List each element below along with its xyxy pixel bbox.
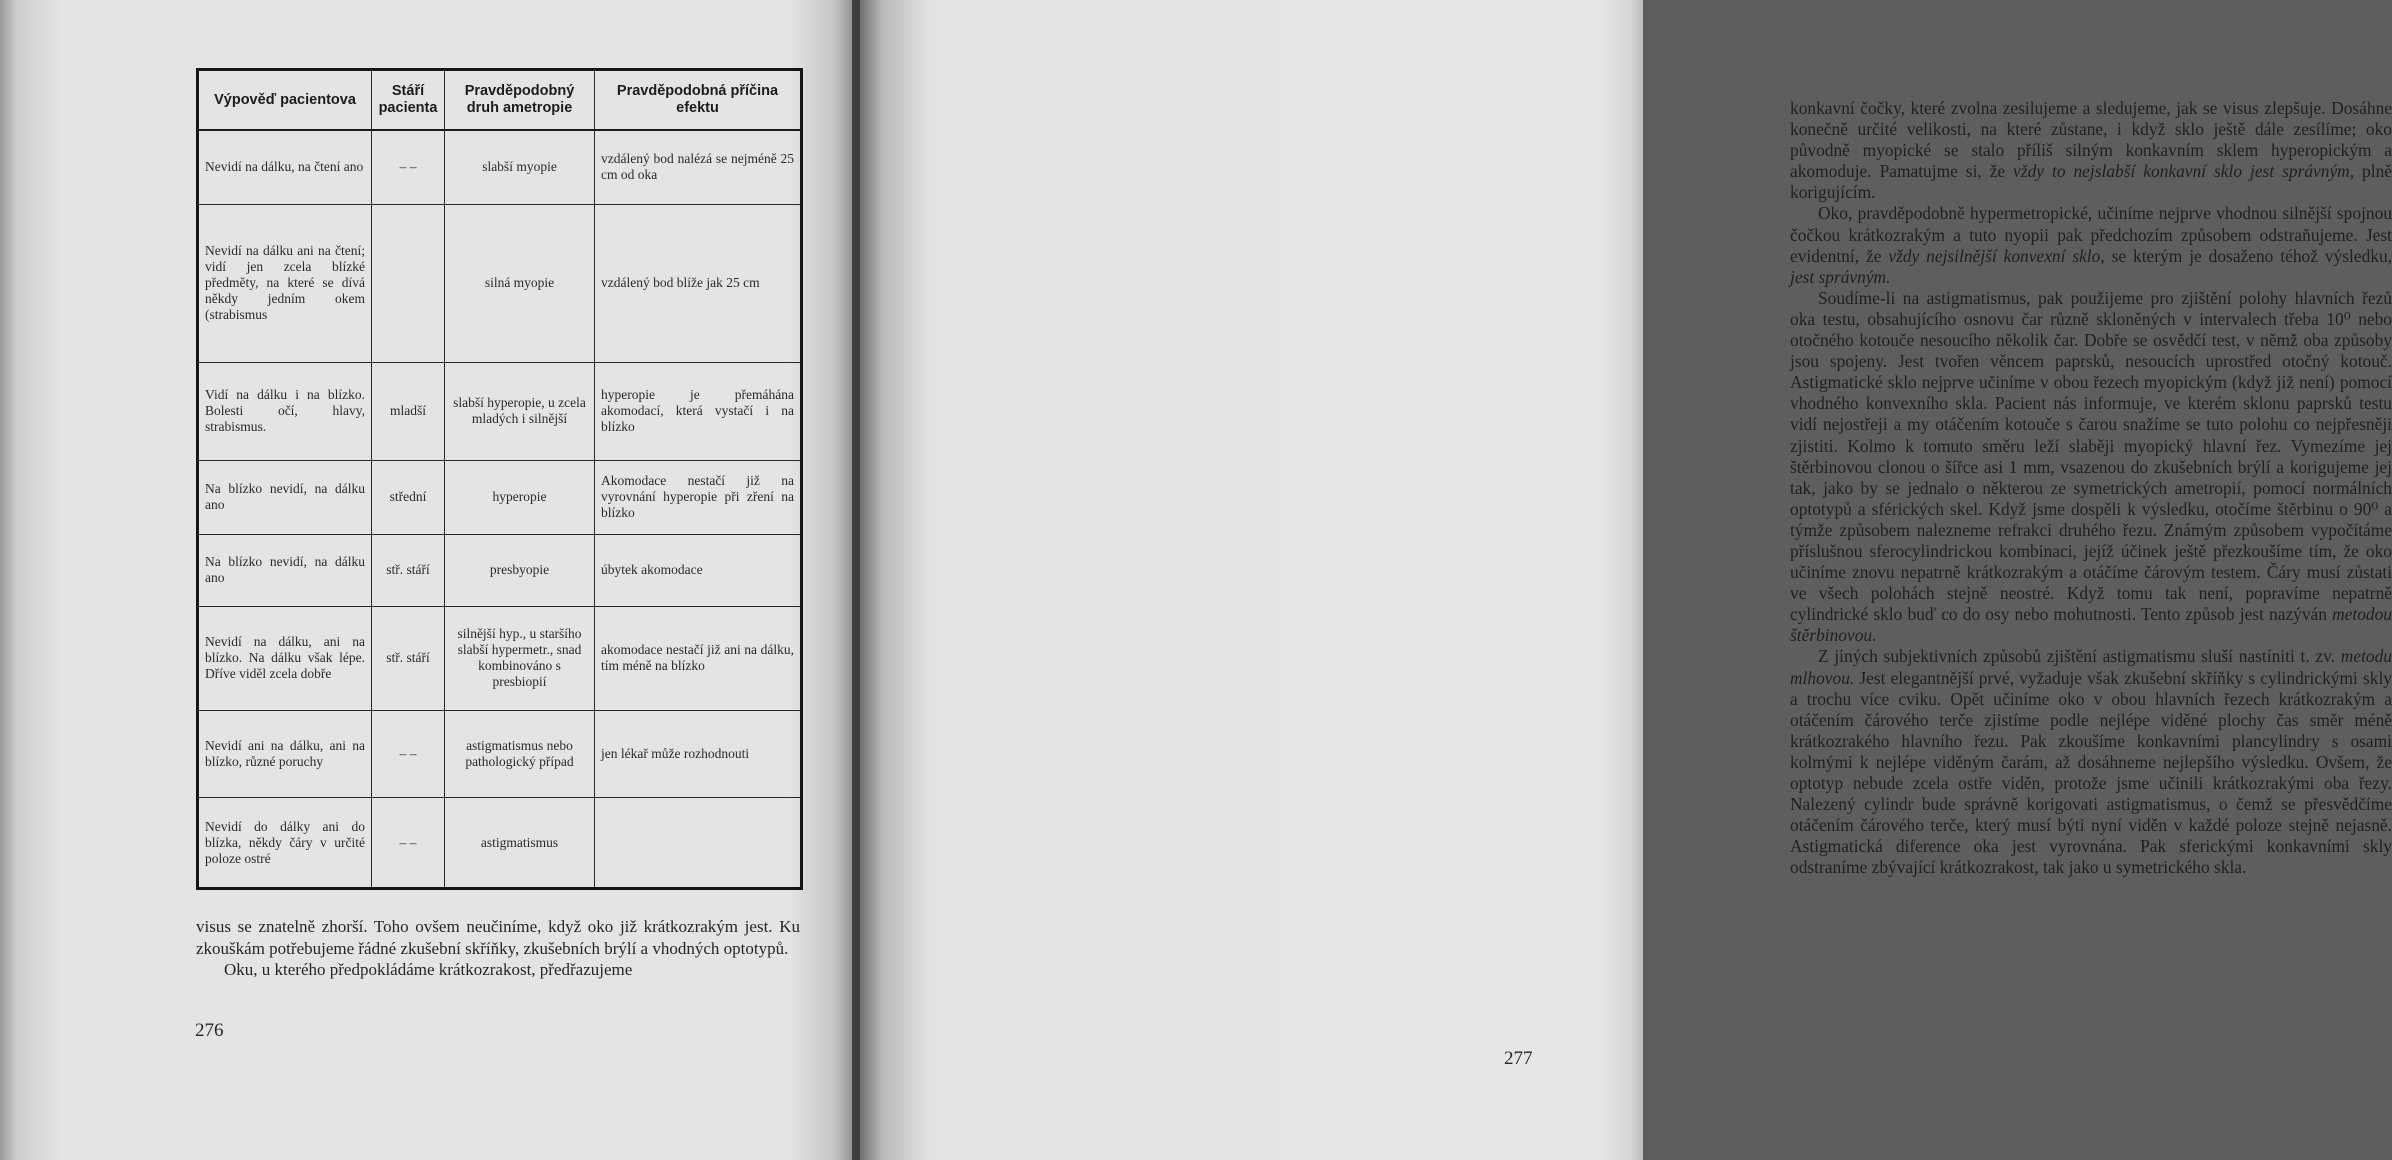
cell-cause: vzdálený bod nalézá se nejméně 25 cm od oka xyxy=(595,130,802,204)
text-run: Z jiných subjektivních způsobů zjištění astigmatismu sluší nastíniti t. zv. xyxy=(1818,646,2341,667)
right-body-text xyxy=(1790,98,2392,878)
cell-statement: Na blízko nevidí, na dálku ano xyxy=(198,460,372,534)
cell-statement: Nevidí ani na dálku, ani na blízko, různé poruchy xyxy=(198,711,372,798)
cell-age xyxy=(372,204,445,362)
cell-cause xyxy=(595,798,802,889)
text-run: konkavní čočky, které zvolna zesilujeme a sledujeme, jak se visus zlepšuje. Dosáhne konečně určité velikosti, na které zůstane, i když sklo ještě dále zesílíme; oko původně myopické se stalo příliš silným konkavním sklem hyperopickým a akomoduje. Pamatujme si, že xyxy=(1790,98,2392,182)
cell-statement: Vidí na dálku i na blízko. Bolesti očí, hlavy, strabismus. xyxy=(198,362,372,460)
cell-ametropia: silnější hyp., u staršího slabší hypermetr., snad kombinováno s presbiopií xyxy=(445,606,595,711)
emphasis-run: vždy nejsilnější konvexní sklo, xyxy=(1888,245,2105,266)
cell-cause: Akomodace nestačí již na vyrovnání hyperopie při zření na blízko xyxy=(595,460,802,534)
table-row xyxy=(198,711,802,798)
table-row xyxy=(198,204,802,362)
emphasis-run: vždy to nejslabší konkavní sklo jest správným, xyxy=(2013,161,2355,182)
table-row xyxy=(198,460,802,534)
left-page xyxy=(0,0,860,1160)
text-run: Soudíme-li na astigmatismus, pak použijeme pro zjištění polohy hlavních řezů oka testu, obsahujícího osnovu čar různě skloněných v intervalech třeba 10⁰ nebo otočného kotouče nesoucího několik čar. Dobře se osvědčí test, v němž oba způsoby jsou spojeny. Jest tvořen věncem paprsků, nesoucích uprostřed otočný kotouč. Astigmatické sklo nejprve učiníme v obou řezech myopickým (když již není) pomocí vhodného konvexního skla. Pacient nás informuje, ve kterém sklonu paprsků testu vidí nejostřeji a my otáčením kotouče s čarou snažíme se tuto polohu co nejpřesněji zjistiti. Kolmo k tomuto směru leží slaběji myopický hlavní řez. Vymezíme jej štěrbinovou clonou o šířce asi 1 mm, vsazenou do zkušebních brýlí a korigujeme jej tak, jako by se jednalo o některou ze symetrických ametropií, pomocí normálních optotypů a sférických skel. Když jsme dospěli k výsledku, otočíme štěrbinu o 90⁰ a týmže způsobem nalezneme refrakci druhého řezu. Známým způsobem vypočítáme příslušnou sferocylindrickou kombinaci, jejíž účinek ještě přezkoušíme tím, že oko učiníme znovu nepatrně krátkozrakým a otáčíme čárovým testem. Čáry musí zůstati ve všech polohách stejně neostré. Když tomu tak není, popravíme nepatrně cylindrické sklo buď co do osy nebo mohutnosti. Tento způsob jest nazýván xyxy=(1790,287,2392,625)
emphasis-run: jest správným. xyxy=(1790,266,1891,287)
cell-age: mladší xyxy=(372,362,445,460)
emphasis-run: metodou štěrbinovou. xyxy=(1790,604,2392,646)
cell-statement: Nevidí na dálku ani na čtení; vidí jen zcela blízké předměty, na které se dívá někdy jedním okem (strabismus xyxy=(198,204,372,362)
table-row xyxy=(198,130,802,204)
cell-cause: jen lékař může rozhodnouti xyxy=(595,711,802,798)
cell-ametropia: presbyopie xyxy=(445,534,595,606)
left-body-text xyxy=(196,916,800,981)
cell-cause: akomodace nestačí již ani na dálku, tím méně na blízko xyxy=(595,606,802,711)
page-number-right: 277 xyxy=(1504,1048,1533,1069)
cell-ametropia: slabší hyperopie, u zcela mladých i silnější xyxy=(445,362,595,460)
right-paragraph-3 xyxy=(1790,288,2392,647)
table-row xyxy=(198,362,802,460)
text-run: Oko, pravděpodobně hypermetropické, učiníme nejprve vhodnou silnější spojnou čočkou krátkozrakým a tuto nyopii pak předchozím způsobem odstraňujeme. Jest evidentní, že xyxy=(1790,203,2392,266)
cell-statement: Nevidí na dálku, ani na blízko. Na dálku však lépe. Dříve viděl zcela dobře xyxy=(198,606,372,711)
header-age: Stáří pacienta xyxy=(372,70,445,131)
header-cause: Pravděpodobná příčina efektu xyxy=(595,70,802,131)
cell-age: střední xyxy=(372,460,445,534)
header-statement: Výpověď pacientova xyxy=(198,70,372,131)
cell-cause: vzdálený bod blíže jak 25 cm xyxy=(595,204,802,362)
page-number-left: 276 xyxy=(195,1020,224,1041)
cell-age: – – xyxy=(372,130,445,204)
cell-age: – – xyxy=(372,711,445,798)
cell-ametropia: astigmatismus nebo pathologický případ xyxy=(445,711,595,798)
cell-statement: Na blízko nevidí, na dálku ano xyxy=(198,534,372,606)
right-paragraph-1 xyxy=(1790,98,2392,203)
emphasis-run: metodu mlhovou. xyxy=(1790,646,2392,688)
text-run: plně korigujícím. xyxy=(1790,161,2392,203)
text-run: Jest elegantnější prvé, vyžaduje však zkušební skříňky s cylindrickými skly a trochu více cviku. Opět učiníme oko v obou hlavních řezech krátkozrakým a otáčením čárového terče zjistíme podle nejlépe viděné plochy čas směr méně krátkozrakého hlavního řezu. Pak zkoušíme konkavními plancylindry s osami kolmými k nejlépe viděným čarám, až dosáhneme nejlepšího výsledku. Ovšem, že optotyp nebude zcela ostře viděn, protože jsme učinili krátkozrakými oba řezy. Nalezený cylindr bude správně korigovati astigmatismus, o čemž se přesvědčíme otáčením čárového terče, který musí býti nyní viděn v každé poloze stejně nejasně. Astigmatická diference oka jest vyrovnána. Pak sferickými konkavními skly odstraníme zbývající krátkozrakost, tak jako u symetrického skla. xyxy=(1790,667,2392,878)
cell-statement: Nevidí na dálku, na čtení ano xyxy=(198,130,372,204)
right-paragraph-4 xyxy=(1790,646,2392,878)
table-row xyxy=(198,534,802,606)
left-paragraph-1: visus se znatelně zhorší. Toho ovšem neučiníme, když oko již krátkozrakým jest. Ku zkouškám potřebujeme řádné zkušební skříňky, zkušebních brýlí a vhodných optotypů. xyxy=(196,917,800,958)
left-paragraph-2: Oku, u kterého předpokládáme krátkozrakost, předřazujeme xyxy=(224,960,633,979)
cell-ametropia: astigmatismus xyxy=(445,798,595,889)
table-row xyxy=(198,798,802,889)
right-paragraph-2 xyxy=(1790,203,2392,287)
cell-statement: Nevidí do dálky ani do blízka, někdy čáry v určité poloze ostré xyxy=(198,798,372,889)
cell-age: stř. stáří xyxy=(372,534,445,606)
table-header-row xyxy=(198,70,802,131)
cell-age: – – xyxy=(372,798,445,889)
cell-ametropia: slabší myopie xyxy=(445,130,595,204)
cell-cause: hyperopie je přemáhána akomodací, která vystačí i na blízko xyxy=(595,362,802,460)
right-page xyxy=(860,0,2392,1160)
header-ametropia: Pravděpodobný druh ametropie xyxy=(445,70,595,131)
table-row xyxy=(198,606,802,711)
text-run: se kterým je dosaženo téhož výsledku, xyxy=(2104,245,2392,266)
cell-ametropia: silná myopie xyxy=(445,204,595,362)
cell-ametropia: hyperopie xyxy=(445,460,595,534)
cell-age: stř. stáří xyxy=(372,606,445,711)
ametropia-table xyxy=(196,68,803,890)
cell-cause: úbytek akomodace xyxy=(595,534,802,606)
